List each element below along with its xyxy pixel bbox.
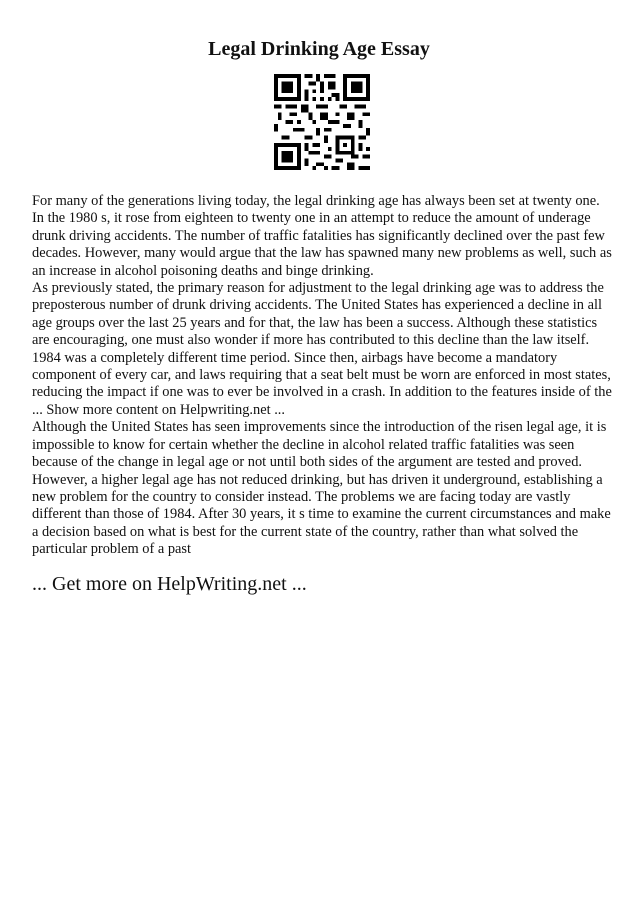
document-title: Legal Drinking Age Essay [208, 38, 430, 60]
qr-code-icon [274, 74, 370, 170]
get-more-link[interactable]: ... Get more on HelpWriting.net ... [32, 573, 307, 595]
essay-body [32, 193, 612, 559]
paragraph-1: For many of the generations living today, the legal drinking age has always been set at twenty one. In the 1980 s, it rose from eighteen to twenty one in an attempt to reduce the amount of underage drunk driving accidents. The number of traffic fatalities has significantly declined over the past few decades. However, many would argue that the law has spawned many new problems as well, such as an increase in alcohol poisoning deaths and binge drinking. [32, 193, 612, 279]
paragraph-3: Although the United States has seen improvements since the introduction of the risen legal age, it is impossible to know for certain whether the decline in alcohol related traffic fatalities was seen because of the change in legal age or not until both sides of the argument are tested and proved. However, a higher legal age has not reduced drinking, but has driven it underground, establishing a new problem for the country to consider instead. The problems we are facing today are vastly different than those of 1984. After 30 years, it s time to examine the current circumstances and make a decision based on what is best for the current state of the country, rather than what solved the particular problem of a past [32, 419, 611, 558]
paragraph-2: As previously stated, the primary reason for adjustment to the legal drinking age was to address the preposterous number of drunk driving accidents. The United States has experienced a decline in all age groups over the last 25 years and for that, the law has been a success. Although these statistics are encouraging, one must also wonder if more has contributed to this decline than the law itself. 1984 was a completely different time period. Since then, airbags have become a mandatory component of every car, and laws requiring that a seat belt must be worn are enforced in most states, reducing the impact if one was to ever be involved in a crash. In addition to the features inside of the ... Show more content on Helpwriting.net ... [32, 280, 612, 418]
